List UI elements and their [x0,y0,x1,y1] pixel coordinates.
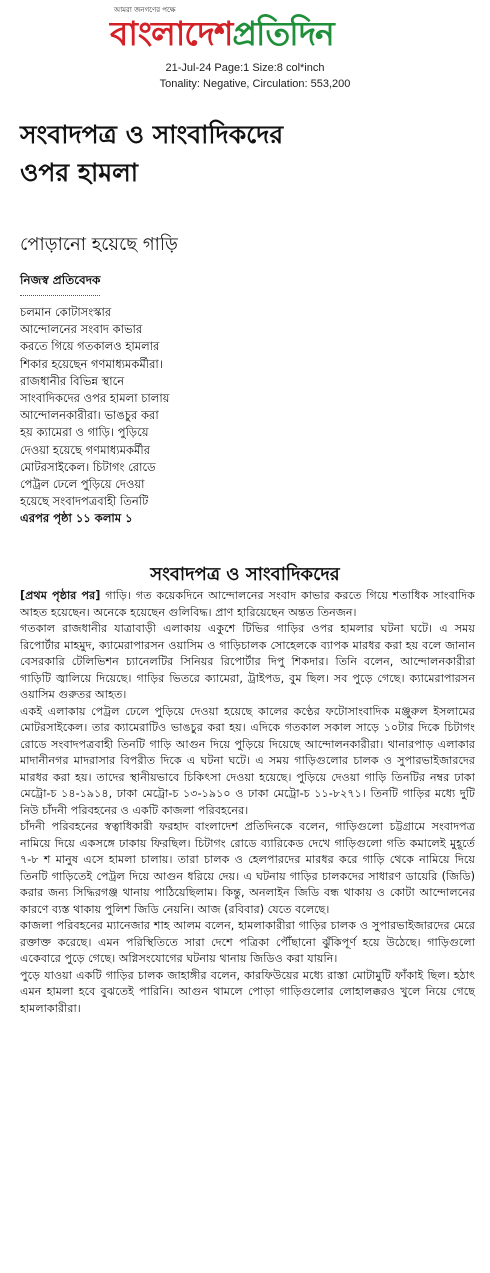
continuation-title: সংবাদপত্র ও সাংবাদিকদের [150,564,340,585]
body-paragraph: পুড়ে যাওয়া একটি গাড়ির চালক জাহাঙ্গীর বলেন, কারফিউয়ের মধ্যে রাস্তা মোটামুটি ফাঁকাই ছিল। হঠাৎ এমন হামলা হবে বুঝতেই পারিনি। আগুন থামলে পোড়া গাড়িগুলোর লোহালক্করও খুলে নিয়ে গেছে হামলাকারীরা। [20,968,475,1015]
body-paragraph: চাঁদনী পরিবহনের স্বত্বাধিকারী ফরহাদ বাংলাদেশ প্রতিদিনকে বলেন, গাড়িগুলো চট্টগ্রামে সংবাদপত্র নামিয়ে দিয়ে একসঙ্গে ঢাকায় ফিরছিল। চিটাগং রোডে ব্যারিকেড দেখে গাড়িগুলো গতি কমালেই মুহূর্তে ৭-৮ শ মানুষ এসে হামলা চালায়। তারা চালক ও হেলপারদের মারধর করে গাড়ি থেকে নামিয়ে দিয়ে তিনটি গাড়িতেই পেট্রল দিয়ে আগুন ধরিয়ে দেয়। এ ঘটনায় গাড়ির চালকদের সাধারণ ডায়েরি (জিডি) করার জন্য সিদ্ধিরগঞ্জ থানায় পাঠিয়েছিলাম। কিন্তু, অনলাইন জিডি বন্ধ থাকায় ও কোটা আন্দোলনের কারণে ব্যস্ত থাকায় পুলিশ জিডি নেয়নি। আজ (রবিবার) যেতে বলেছে। [20,820,475,916]
lead-line: শিকার হয়েছেন গণমাধ্যমকর্মীরা। [20,356,163,371]
article-lead [20,304,250,528]
logo-part-1: বাংলাদেশ [110,14,233,53]
lead-line: হয় ক্যামেরা ও গাড়ি। পুড়িয়ে [20,425,149,440]
lead-line: আন্দোলনকারীরা। ভাঙচুর করা [20,408,159,423]
lead-line: পেট্রল ঢেলে পুড়িয়ে দেওয়া [20,477,145,492]
lead-line: মোটরসাইকেল। চিটাগং রোডে [20,459,156,474]
lead-line: হয়েছে সংবাদপত্রবাহী তিনটি [20,494,149,509]
body-paragraph: কাজলা পরিবহনের ম্যানেজার শাহ আলম বলেন, হামলাকারীরা গাড়ির চালক ও সুপারভাইজারদের মেরে রক্তাক্ত করেছে। এমন পরিস্থিতিতে সারা দেশে পত্রিকা পৌঁছানো ঝুঁকিপূর্ণ হয়ে উঠেছে। গাড়িগুলো একেবারে পুড়ে গেছে। অগ্নিসংযোগের ঘটনায় থানায় জিডিও করা যায়নি। [20,919,475,965]
paragraph-text: গাড়ি। গত কয়েকদিনে আন্দোলনের সংবাদ কাভার করতে গিয়ে শতাধিক সাংবাদিক আহত হয়েছেন। অনেকে হয়েছেন গুলিবিদ্ধ। প্রাণ হারিয়েছেন অন্তত তিনজন। [20,589,475,619]
lead-line: চলমান কোটাসংস্কার [20,305,112,319]
continued-reference: এরপর পৃষ্ঠা ১১ কলাম ১ [20,511,133,526]
newspaper-logo [110,12,390,56]
body-paragraph [20,588,475,621]
body-paragraph: গতকাল রাজধানীর যাত্রাবাড়ী এলাকায় একুশে টিভির গাড়ির ওপর হামলার ঘটনা ঘটে। এ সময় রিপোর্টার মাহমুদ, ক্যামেরাপারসন ওয়াসিম ও গাড়িচালক সোহেলকে ব্যাপক মারধর করা হয় বলে জানান বেসরকারি টেলিভিশন চ্যানেলটির সিনিয়র রিপোর্টার দিপু শিকদার। তিনি বলেন, আন্দোলনকারীরা গাড়িটি জ্বালিয়ে দিয়েছে। গাড়ির ভিতরে ক্যামেরা, ট্রাইপড, বুম ছিল। সব পুড়ে গেছে। ক্যামেরাপারসন ওয়াসিম গুরুতর আহত। [20,622,475,701]
continuation-body [20,588,475,1017]
lead-line: রাজধানীর বিভিন্ন স্থানে [20,373,125,388]
continuation-tag: [প্রথম পৃষ্ঠার পর] [20,589,101,602]
lead-line: সাংবাদিকদের ওপর হামলা চালায় [20,391,170,406]
article-headline: সংবাদপত্র ও সাংবাদিকদের ওপর হামলা [20,120,284,187]
body-paragraph: একই এলাকায় পেট্রল ঢেলে পুড়িয়ে দেওয়া হয়েছে কালের কণ্ঠের ফটোসাংবাদিক মঞ্জুরুল ইসলামের মোটরসাইকেল। তার ক্যামেরাটিও ভাঙচুর করা হয়। এদিকে গতকাল সকাল সাড়ে ১০টার দিকে চিটাগং রোডে সংবাদপত্রবাহী তিনটি গাড়ি আগুন দিয়ে পুড়িয়ে দিয়েছে আন্দোলনকারীরা। থানারপাড় এলাকার মাদানীনগর মাদরাসার বিপরীত দিকে এ ঘটনা ঘটে। এ সময় গাড়িগুলোর চালক ও সুপারভাইজারদের মারধর করা হয়। তাদের স্থানীয়ভাবে চিকিৎসা দেওয়া হয়েছে। পুড়িয়ে দেওয়া গাড়ি তিনটির নম্বর ঢাকা মেট্রো-চ ১৪-১৯১৪, ঢাকা মেট্রো-চ ১৩-১৯১০ ও ঢাকা মেট্রো-চ ১১-৮২৭১। তিনটি গাড়ির মধ্যে দুটি নিউ চাঁদনী পরিবহনের ও একটি কাজলা পরিবহনের। [20,704,475,817]
lead-line: দেওয়া হয়েছে গণমাধ্যমকর্মীর [20,442,151,457]
newspaper-tagline: আমরা জনগণের পক্ষে [114,6,176,14]
logo-part-2: প্রতিদিন [232,14,334,53]
lead-line: করতে গিয়ে গতকালও হামলার [20,339,160,354]
clip-meta-tonality: Tonality: Negative, Circulation: 553,200 [159,78,351,90]
lead-line: আন্দোলনের সংবাদ কাভার [20,322,143,337]
clip-meta-date: 21-Jul-24 Page:1 Size:8 col*inch [165,62,325,74]
article-byline: নিজস্ব প্রতিবেদক [20,272,100,296]
article-subhead: পোড়ানো হয়েছে গাড়ি [20,234,178,255]
